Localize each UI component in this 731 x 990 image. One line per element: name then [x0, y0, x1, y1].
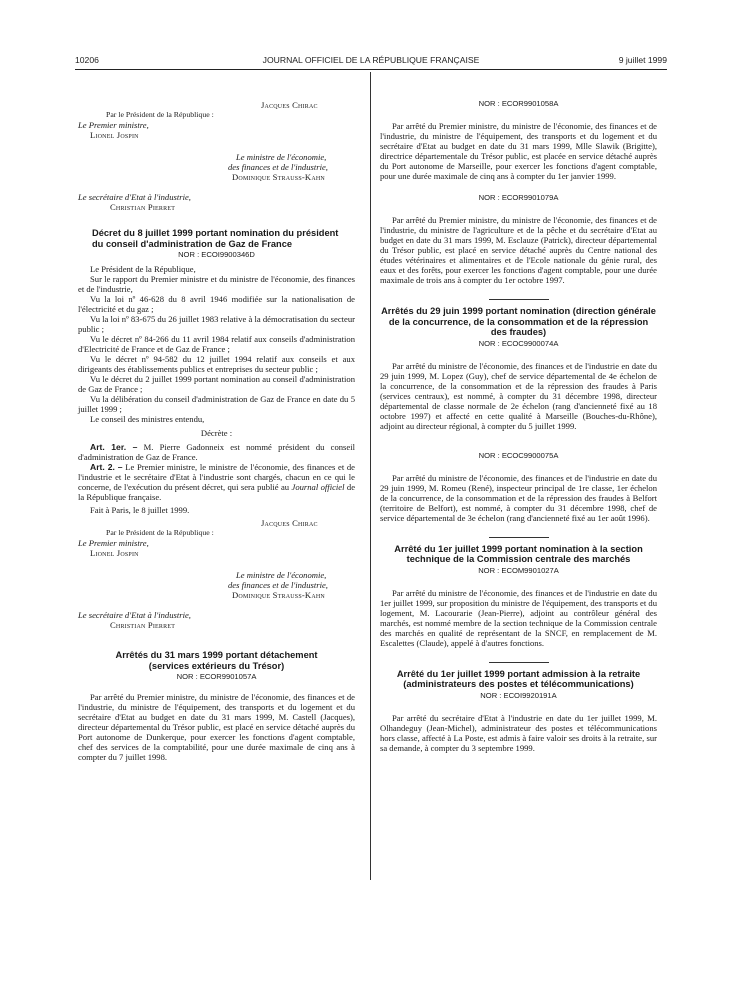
- done-at: Fait à Paris, le 8 juillet 1999.: [90, 505, 190, 515]
- nor-reference: NOR : ECOR9901079A: [478, 193, 559, 202]
- arrete-text: Par arrêté du secrétaire d'Etat à l'industrie en date du 1er juillet 1999, M. Olhandeguy (Jean-Michel), administrateur des postes et télécommunications hors classe, affecté à La Poste, est admis à faire valoir ses droits à la retraite, sur sa demande, à compter du 3 septembre 1999.: [380, 712, 657, 753]
- arrete-text: Par arrêté du Premier ministre, du ministre de l'économie, des finances et de l'industrie, du ministre de l'équipement, des transports et du logement et du secrétaire d'Etat au budget en date du 31 mars 1999, Mlle Slawik (Brigitte), directrice départementale du Trésor public, est placée en service détaché auprès du Port autonome de Marseille, pour exercer les fonctions d'agent comptable, pour une durée maximale de cinq ans à compter du 1er janvier 1999.: [380, 121, 657, 181]
- left-column: [78, 100, 355, 762]
- eco-role-2: des finances et de l'industrie,: [228, 580, 328, 590]
- arretes-31-mars-section: [78, 650, 355, 762]
- sec-role: Le secrétaire d'Etat à l'industrie,: [78, 192, 191, 202]
- article-2-text-a: Le Premier ministre, le ministre de l'économie, des finances et de l'industrie et le secrétaire d'Etat à l'industrie sont chargés, chacun en ce qui le concerne, de l'exécution du présent décret, qui sera publié au: [78, 462, 355, 492]
- decree-para: Vu la délibération du conseil d'administration de Gaz de France en date du 5 juillet 1999 ;: [78, 394, 355, 414]
- decree-para: Le conseil des ministres entendu,: [90, 414, 205, 424]
- section-title: Arrêtés du 29 juin 1999 portant nomination (direction générale de la concurrence, de la consommation et de la répression des fraudes): [381, 306, 656, 337]
- nor-reference: NOR : ECOR9901058A: [478, 99, 559, 108]
- header-rule: [75, 69, 667, 70]
- arrete-text: Par arrêté du ministre de l'économie, des finances et de l'industrie en date du 29 juin 1999, M. Romeu (René), inspecteur principal de 1re classe, 1er échelon de la concurrence, de la consommation et de la répression des fraudes à Belfort (territoire de Belfort), est nommé, à compter du 31 décembre 1998, chef de service départemental de 3e échelon (rang d'ancienneté fixé au 1er août 1996).: [380, 472, 657, 523]
- right-column: [380, 99, 657, 753]
- sec-name: Christian Pierret: [110, 620, 176, 630]
- decree-para: Sur le rapport du Premier ministre et du ministre de l'économie, des finances et de l'industrie,: [78, 274, 355, 294]
- article-2-label: Art. 2. –: [90, 462, 123, 472]
- pm-name: Lionel Jospin: [90, 130, 139, 140]
- section-nor: NOR : ECOR9901057A: [176, 672, 257, 681]
- arrete-text: Par arrêté du Premier ministre, du ministre de l'économie, des finances et de l'industrie, du ministre de l'agriculture et de la pêche et du secrétaire d'Etat au budget en date du 31 mars 1999, M. Esclauze (Patrick), directeur départemental du Trésor public, est placé en service détaché auprès du Centre national des études vétérinaires et alimentaires et de l'Ecole nationale du génie rural, des eaux et des forêts, pour exercer les fonctions d'agent comptable, pour une durée maximale de trois ans à compter du 1er octobre 1997.: [380, 215, 657, 285]
- eco-role-1: Le ministre de l'économie,: [236, 570, 327, 580]
- pm-name: Lionel Jospin: [90, 548, 139, 558]
- decree-para: Le Président de la République,: [90, 264, 196, 274]
- section-title-line: Arrêtés du 31 mars 1999 portant détachement: [115, 650, 318, 660]
- decree-section: [78, 228, 355, 515]
- separator-rule: [489, 662, 549, 663]
- pm-role: Le Premier ministre,: [78, 538, 149, 548]
- sec-name: Christian Pierret: [110, 202, 176, 212]
- article-1: [78, 442, 355, 462]
- article-2: [78, 462, 355, 502]
- decree-para: Vu le décret du 2 juillet 1999 portant nomination au conseil d'administration de Gaz de France ;: [78, 374, 355, 394]
- decree-para: Vu la loi nº 46-628 du 8 avril 1946 modifiée sur la nationalisation de l'électricité et du gaz ;: [78, 294, 355, 314]
- arrete-text: Par arrêté du ministre de l'économie, des finances et de l'industrie en date du 29 juin 1999, M. Lopez (Guy), chef de service départemental de 4e échelon de la concurrence, de la consommation et de la répression des fraudes à Paris (services centraux), est nommé, à compter du 31 décembre 1998, directeur départemental de classe normale de 2e échelon (rang d'ancienneté fixé au 18 octobre 1997) et affecté en cette qualité à Marseille (Bouches-du-Rhône), adjoint au directeur régional, à compter du 5 juillet 1999.: [380, 360, 657, 431]
- section-nor: NOR : ECOI9920191A: [480, 690, 557, 700]
- article-2-text-b: de la République française.: [78, 482, 356, 502]
- section-title-line: (services extérieurs du Trésor): [148, 660, 285, 671]
- nor-reference: NOR : ECOC9900075A: [478, 450, 559, 460]
- decree-para: Vu la loi nº 83-675 du 26 juillet 1983 relative à la démocratisation du secteur public ;: [78, 314, 355, 334]
- decree-title: Décret du 8 juillet 1999 portant nomination du président du conseil d'administration de Gaz de France: [92, 228, 339, 249]
- section-nor: NOR : ECOM9901027A: [478, 565, 559, 575]
- article-2-journal: Journal officiel: [291, 482, 345, 492]
- issue-date: 9 juillet 1999: [618, 55, 667, 65]
- sec-role: Le secrétaire d'Etat à l'industrie,: [78, 610, 191, 620]
- by-president: Par le Président de la République :: [106, 528, 214, 537]
- president-name: Jacques Chirac: [261, 100, 318, 110]
- separator-rule: [489, 537, 549, 538]
- page-number: 10206: [75, 55, 99, 65]
- decree-nor: NOR : ECOI9900346D: [178, 250, 255, 259]
- pm-role: Le Premier ministre,: [78, 120, 149, 130]
- decrete: Décrète :: [200, 428, 233, 438]
- signature-block: [78, 518, 355, 630]
- eco-name: Dominique Strauss-Kahn: [232, 590, 325, 600]
- arrete-text: Par arrêté du ministre de l'économie, des finances et de l'industrie en date du 1er juillet 1999, sur proposition du ministre de l'équipement, des transports et du logement, M. Lacourarie (Jean-Pierre), adjoint au contrôleur général des marchés, est nommé membre de la section technique de la Commission centrale des marchés en qualité de représentant de la SNCF, en remplacement de M. Escalettes (Claude), appelé à d'autres fonctions.: [380, 587, 657, 648]
- president-name: Jacques Chirac: [261, 518, 318, 528]
- section-nor: NOR : ECOC9900074A: [478, 338, 559, 348]
- eco-role-1: Le ministre de l'économie,: [236, 152, 327, 162]
- section-title: Arrêté du 1er juillet 1999 portant admission à la retraite (administrateurs des postes et télécommunications): [396, 668, 641, 689]
- decree-para: Vu le décret nº 94-582 du 12 juillet 1994 relatif aux conseils et aux dirigeants des établissements publics et entreprises du secteur public ;: [78, 354, 355, 374]
- section-title: Arrêté du 1er juillet 1999 portant nomination à la section technique de la Commission centrale des marchés: [394, 543, 643, 564]
- eco-name: Dominique Strauss-Kahn: [232, 172, 325, 182]
- article-1-text: M. Pierre Gadonneix est nommé président du conseil d'administration de Gaz de France.: [78, 442, 355, 462]
- decree-para: Vu le décret nº 84-266 du 11 avril 1984 relatif aux conseils d'administration d'Electricité de France et de Gaz de France ;: [78, 334, 355, 354]
- separator-rule: [489, 299, 549, 300]
- column-divider: [370, 72, 371, 880]
- journal-title: JOURNAL OFFICIEL DE LA RÉPUBLIQUE FRANÇAISE: [262, 55, 480, 65]
- arrete-text: Par arrêté du Premier ministre, du ministre de l'économie, des finances et de l'industrie, du ministre de l'équipement, des transports et du logement et du secrétaire d'Etat au budget en date du 31 mars 1999, M. Castell (Jacques), directeur départemental du Trésor public, est placé en service détaché auprès du Port autonome de Dunkerque, pour exercer les fonctions d'agent comptable, chef des services de la comptabilité, pour une durée maximale de cinq ans à compter du 7 juillet 1998.: [78, 692, 355, 762]
- signature-block: [78, 100, 355, 212]
- by-president: Par le Président de la République :: [106, 110, 214, 119]
- article-1-label: Art. 1er. –: [90, 442, 138, 452]
- eco-role-2: des finances et de l'industrie,: [228, 162, 328, 172]
- page-header: [75, 55, 667, 69]
